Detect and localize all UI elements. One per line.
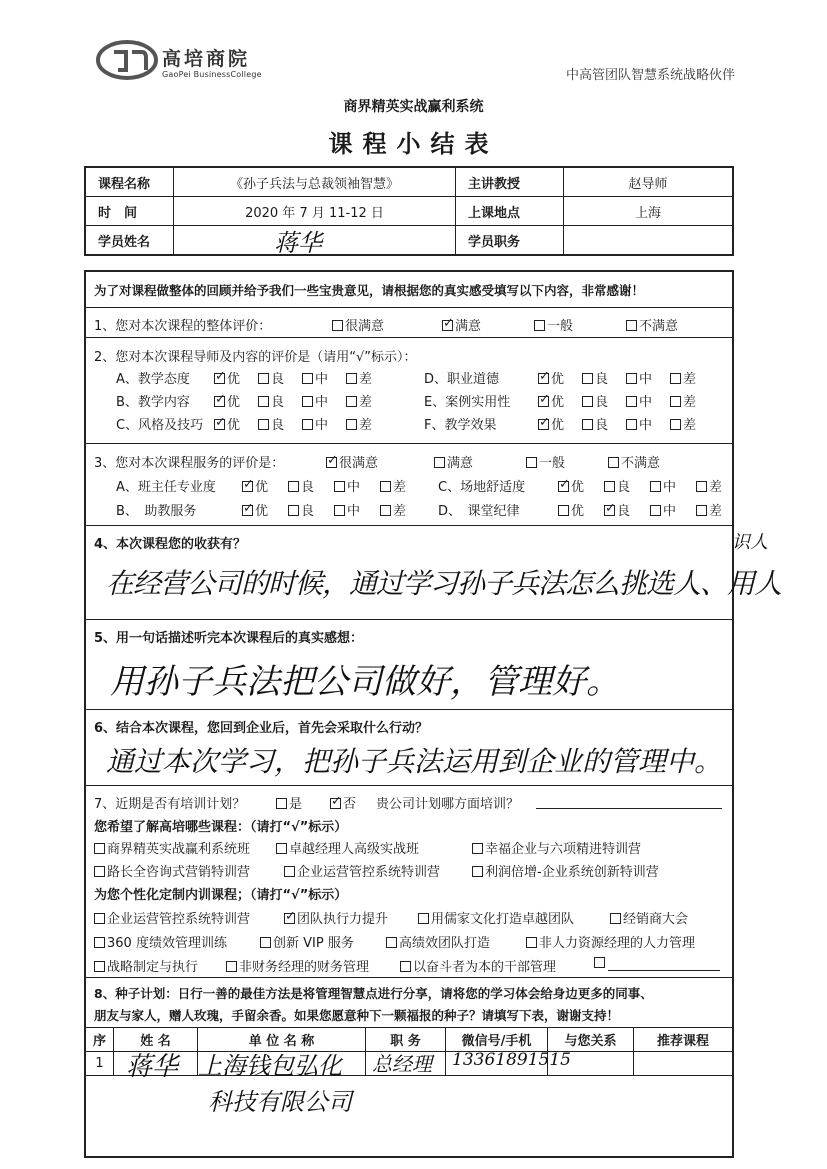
option-label: 差 (683, 395, 697, 410)
option-label: 幸福企业与六项精进特训营 (485, 842, 642, 857)
q2-grade-option[interactable] (626, 414, 652, 433)
q2-grade-option[interactable] (670, 391, 696, 410)
option-label: 良 (595, 372, 609, 387)
checkbox-icon (626, 396, 637, 407)
q7-custom-label: 为您个性化定制内训课程；（请打“√”标示） (94, 888, 348, 903)
form-title: 课程小结表 (328, 130, 499, 158)
q1-section (86, 308, 732, 338)
checkbox-icon (386, 937, 397, 948)
checkbox-icon (332, 320, 343, 331)
q4-margin-note: 识人 (732, 532, 768, 553)
q3-section (86, 444, 732, 526)
q2-grade-option[interactable] (214, 368, 240, 387)
student-name-handwriting: 蒋华 (274, 228, 322, 257)
checked-checkbox-icon (214, 419, 225, 430)
option-label: 非人力资源经理的人力管理 (539, 936, 696, 951)
q2-criterion-label: B、教学内容 (116, 395, 190, 410)
position-value[interactable] (564, 226, 732, 254)
checkbox-icon (334, 505, 345, 516)
checkbox-icon (582, 419, 593, 430)
option-label: 商界精英实战赢利系统班 (107, 842, 251, 857)
option-label: 优 (227, 395, 241, 410)
q2-grade-option[interactable] (346, 391, 372, 410)
q3-grade-option[interactable] (334, 476, 360, 495)
col-header-course: 推荐课程 (656, 1034, 709, 1049)
q3-criterion-label: D、 课堂纪律 (438, 504, 520, 519)
q8-label-line1: 8、种子计划：日行一善的最佳方法是将管理智慧点进行分享，请将您的学习体会给身边更多的同事、 (94, 986, 653, 1001)
option-label: 中 (347, 480, 361, 495)
q8-label-line2: 朋友与家人，赠人玫瑰，手留余香。如果您愿意种下一颗福报的种子？请填写下表，谢谢支持！ (94, 1008, 620, 1023)
q2-grade-option[interactable] (538, 391, 564, 410)
q1-label: 1、您对本次课程的整体评价： (94, 319, 272, 334)
checkbox-icon (608, 457, 619, 468)
option-label: 优 (571, 504, 585, 519)
checked-checkbox-icon (558, 481, 569, 492)
option-label: 中 (315, 395, 329, 410)
checkbox-icon (670, 373, 681, 384)
row-phone-handwriting: 13361891515 (452, 1050, 571, 1070)
custom-course-option[interactable] (94, 932, 227, 951)
place-label: 上课地点 (456, 197, 564, 226)
q2-grade-option[interactable] (670, 414, 696, 433)
checkbox-icon (696, 505, 707, 516)
option-label: 中 (315, 418, 329, 433)
q2-criterion-label: A、教学态度 (116, 372, 190, 387)
option-label: 差 (683, 372, 697, 387)
option-label: 中 (315, 372, 329, 387)
q1-option-label: 很满意 (345, 319, 385, 334)
q5-answer[interactable]: 用孙子兵法把公司做好，管理好。 (110, 662, 620, 702)
time-label: 时 间 (86, 197, 174, 226)
q3-criterion-label: A、班主任专业度 (116, 480, 216, 495)
row-company-handwriting-line1: 上海钱包弘化 (198, 1052, 342, 1080)
custom-course-option[interactable] (386, 932, 490, 951)
option-label: 差 (393, 504, 407, 519)
checkbox-icon (258, 396, 269, 407)
checkbox-icon (284, 866, 295, 877)
option-label: 优 (551, 418, 565, 433)
checkbox-icon (94, 937, 105, 948)
q3-criterion-label: C、场地舒适度 (438, 480, 526, 495)
q1-option-average[interactable] (534, 315, 573, 334)
q2-grade-option[interactable] (346, 368, 372, 387)
col-header-relation: 与您关系 (548, 1028, 634, 1051)
checked-checkbox-icon (242, 481, 253, 492)
option-label: 差 (359, 395, 373, 410)
custom-course-option[interactable] (610, 908, 688, 927)
q3-grade-option[interactable] (604, 500, 630, 519)
checkbox-icon (526, 937, 537, 948)
option-label: 企业运营管控系统特训营 (107, 912, 251, 927)
checkbox-icon (582, 373, 593, 384)
option-label: 良 (271, 418, 285, 433)
q3-option-label: 不满意 (621, 456, 661, 471)
custom-course-option[interactable] (418, 908, 574, 927)
info-table (84, 166, 734, 256)
checkbox-icon (334, 481, 345, 492)
checkbox-icon (380, 505, 391, 516)
checked-checkbox-icon (538, 373, 549, 384)
position-label: 学员职务 (456, 226, 564, 254)
q2-grade-option[interactable] (258, 368, 284, 387)
teacher-value[interactable]: 赵导师 (564, 168, 732, 197)
option-label: 利润倍增-企业系统创新特训营 (485, 865, 659, 880)
option-label: 中 (663, 480, 677, 495)
q4-label: 4、本次课程您的收获有？ (94, 537, 247, 552)
option-label: 良 (595, 418, 609, 433)
q3-grade-option[interactable] (604, 476, 630, 495)
custom-course-option[interactable] (400, 956, 556, 975)
q1-option-label: 一般 (547, 319, 574, 334)
q2-grade-option[interactable] (302, 414, 328, 433)
checked-checkbox-icon (330, 798, 341, 809)
course-option[interactable] (276, 838, 419, 857)
option-label: 用儒家文化打造卓越团队 (431, 912, 575, 927)
option-label: 优 (551, 395, 565, 410)
option-label: 良 (595, 395, 609, 410)
option-label: 中 (347, 504, 361, 519)
checkbox-icon (434, 457, 445, 468)
checkbox-icon (302, 373, 313, 384)
option-label: 非财务经理的财务管理 (239, 960, 370, 975)
time-value[interactable]: 2020 年 7 月 11-12 日 (174, 197, 456, 226)
checkbox-icon (302, 419, 313, 430)
course-option[interactable] (94, 861, 250, 880)
checkbox-icon (626, 419, 637, 430)
col-header-position: 职 务 (366, 1028, 446, 1051)
checkbox-icon (534, 320, 545, 331)
checked-checkbox-icon (442, 320, 453, 331)
col-header-no: 序 (86, 1028, 114, 1051)
option-label: 中 (663, 504, 677, 519)
checked-checkbox-icon (214, 373, 225, 384)
option-label: 差 (359, 418, 373, 433)
system-name: 商界精英实战赢利系统 (343, 99, 484, 115)
q2-grade-option[interactable] (538, 414, 564, 433)
logo-title: 高培商院 (162, 48, 251, 70)
q3-option-label: 一般 (539, 456, 566, 471)
checkbox-icon (226, 961, 237, 972)
row-company-handwriting-line2: 科技有限公司 (208, 1088, 352, 1116)
q2-grade-option[interactable] (302, 368, 328, 387)
checkbox-icon (258, 419, 269, 430)
course-option[interactable] (472, 838, 641, 857)
q1-option-unsatisfied[interactable] (626, 315, 678, 334)
intro-text: 为了对课程做整体的回顾并给予我们一些宝贵意见，请根据您的真实感受填写以下内容，非常感谢！ (94, 283, 645, 298)
q4-answer[interactable]: 在经营公司的时候，通过学习孙子兵法怎么挑选人、用人 (106, 567, 782, 600)
q7-learn-label: 您希望了解高培哪些课程：（请打“√”标示） (94, 820, 348, 835)
q7-plan-field[interactable] (536, 808, 722, 809)
checkbox-icon (94, 913, 105, 924)
q2-grade-option[interactable] (214, 414, 240, 433)
checkbox-icon (670, 396, 681, 407)
q2-grade-option[interactable] (626, 368, 652, 387)
q2-grade-option[interactable] (258, 414, 284, 433)
option-label: 差 (709, 504, 723, 519)
q3-option-very-satisfied[interactable] (326, 452, 378, 471)
student-name-label: 学员姓名 (86, 226, 174, 254)
option-label: 经销商大会 (623, 912, 689, 927)
q3-grade-option[interactable] (696, 500, 722, 519)
option-label: 路长全咨询式营销特训营 (107, 865, 251, 880)
q3-option-unsatisfied[interactable] (608, 452, 660, 471)
q3-grade-option[interactable] (288, 476, 314, 495)
checkbox-icon (594, 957, 605, 968)
checkbox-icon (696, 481, 707, 492)
checkbox-icon (276, 843, 287, 854)
col-header-name: 姓 名 (114, 1028, 198, 1051)
option-label: 差 (359, 372, 373, 387)
option-label: 战略制定与执行 (107, 960, 199, 975)
q3-grade-option[interactable] (380, 476, 406, 495)
checkbox-icon (650, 505, 661, 516)
checkbox-icon (94, 961, 105, 972)
option-label: 良 (617, 504, 631, 519)
checkbox-icon (604, 481, 615, 492)
option-label: 中 (639, 395, 653, 410)
checkbox-icon (670, 419, 681, 430)
option-label: 360 度绩效管理训练 (107, 936, 227, 951)
option-label: 优 (571, 480, 585, 495)
q2-grade-option[interactable] (258, 391, 284, 410)
logo-icon (96, 40, 158, 80)
course-name-value[interactable]: 《孙子兵法与总裁领袖智慧》 (174, 168, 456, 197)
option-label: 差 (683, 418, 697, 433)
option-label: 优 (227, 372, 241, 387)
course-option[interactable] (284, 861, 440, 880)
custom-course-option[interactable] (284, 908, 388, 927)
header-tagline: 中高管团队智慧系统战略伙伴 (565, 68, 735, 83)
checked-checkbox-icon (604, 505, 615, 516)
checkbox-icon (302, 396, 313, 407)
q3-grade-option[interactable] (558, 500, 584, 519)
q2-grade-option[interactable] (582, 391, 608, 410)
checkbox-icon (276, 798, 287, 809)
option-label: 中 (639, 372, 653, 387)
checkbox-icon (650, 481, 661, 492)
q8-section (86, 978, 732, 1028)
row-position-handwriting: 总经理 (372, 1052, 432, 1076)
q7-option-yes[interactable] (276, 793, 302, 812)
checkbox-icon (626, 320, 637, 331)
checked-checkbox-icon (326, 457, 337, 468)
checkbox-icon (472, 843, 483, 854)
q3-option-average[interactable] (526, 452, 565, 471)
checkbox-icon (258, 373, 269, 384)
checked-checkbox-icon (284, 913, 295, 924)
q7-no-label: 否 (343, 797, 357, 812)
checkbox-icon (558, 505, 569, 516)
q2-criterion-label: D、职业道德 (424, 372, 500, 387)
row-course-cell[interactable] (634, 1052, 732, 1076)
option-label: 良 (301, 504, 315, 519)
q3-label: 3、您对本次课程服务的评价是： (94, 456, 285, 471)
q7-section (86, 786, 732, 978)
option-label: 以奋斗者为本的干部管理 (413, 960, 557, 975)
checkbox-icon (400, 961, 411, 972)
option-label: 中 (639, 418, 653, 433)
q2-grade-option[interactable] (582, 414, 608, 433)
q3-grade-option[interactable] (242, 476, 268, 495)
q3-grade-option[interactable] (242, 500, 268, 519)
q1-option-label: 不满意 (639, 319, 679, 334)
checked-checkbox-icon (242, 505, 253, 516)
q2-section (86, 338, 732, 444)
q3-option-label: 满意 (447, 456, 474, 471)
q3-grade-option[interactable] (288, 500, 314, 519)
checkbox-icon (526, 457, 537, 468)
q7-plan-label: 贵公司计划哪方面培训？ (376, 797, 520, 812)
q3-option-satisfied[interactable] (434, 452, 473, 471)
q6-label: 6、结合本次课程，您回到企业后，首先会采取什么行动？ (94, 721, 429, 736)
q2-grade-option[interactable] (346, 414, 372, 433)
option-label: 优 (227, 418, 241, 433)
option-label: 高绩效团队打造 (399, 936, 491, 951)
option-label: 差 (709, 480, 723, 495)
q2-criterion-label: F、教学效果 (424, 418, 497, 433)
q7-label: 7、近期是否有培训计划？ (94, 797, 246, 812)
q3-criterion-label: B、 助教服务 (116, 504, 197, 519)
intro-section (86, 272, 732, 308)
option-label: 良 (271, 395, 285, 410)
q5-label: 5、用一句话描述听完本次课程后的真实感想： (94, 631, 364, 646)
q6-answer[interactable]: 通过本次学习，把孙子兵法运用到企业的管理中。 (106, 745, 723, 778)
q3-grade-option[interactable] (558, 476, 584, 495)
option-label: 良 (271, 372, 285, 387)
q2-grade-option[interactable] (670, 368, 696, 387)
checkbox-icon (288, 505, 299, 516)
q7-option-no[interactable] (330, 793, 356, 812)
course-name-label: 课程名称 (86, 168, 174, 197)
option-label: 优 (551, 372, 565, 387)
q1-option-very-satisfied[interactable] (332, 315, 384, 334)
q2-criterion-label: E、案例实用性 (424, 395, 511, 410)
checkbox-icon (380, 481, 391, 492)
checkbox-icon (260, 937, 271, 948)
checkbox-icon (472, 866, 483, 877)
custom-course-option[interactable] (94, 956, 198, 975)
checkbox-icon (418, 913, 429, 924)
option-label: 良 (617, 480, 631, 495)
checkbox-icon (610, 913, 621, 924)
checkbox-icon (288, 481, 299, 492)
q3-option-label: 很满意 (339, 456, 379, 471)
custom-course-option[interactable] (260, 932, 354, 951)
place-value[interactable]: 上海 (564, 197, 732, 226)
row-name-handwriting: 蒋华 (126, 1052, 179, 1082)
checkbox-icon (346, 373, 357, 384)
q3-grade-option[interactable] (380, 500, 406, 519)
course-option[interactable] (472, 861, 659, 880)
custom-course-option[interactable] (594, 956, 607, 971)
checkbox-icon (582, 396, 593, 407)
custom-course-option[interactable] (526, 932, 695, 951)
option-label: 企业运营管控系统特训营 (297, 865, 441, 880)
option-label: 优 (255, 480, 269, 495)
q2-grade-option[interactable] (582, 368, 608, 387)
q5-section (86, 620, 732, 710)
checkbox-icon (94, 843, 105, 854)
option-label: 创新 VIP 服务 (273, 936, 354, 951)
checked-checkbox-icon (538, 396, 549, 407)
checked-checkbox-icon (214, 396, 225, 407)
teacher-label: 主讲教授 (456, 168, 564, 197)
q1-option-label: 满意 (455, 319, 482, 334)
option-label: 差 (393, 480, 407, 495)
checkbox-icon (626, 373, 637, 384)
q3-grade-option[interactable] (650, 500, 676, 519)
referral-table-row (86, 1052, 732, 1156)
q2-criterion-label: C、风格及技巧 (116, 418, 204, 433)
option-label: 团队执行力提升 (297, 912, 389, 927)
checkbox-icon (94, 866, 105, 877)
col-header-company: 单 位 名 称 (198, 1028, 366, 1051)
q1-option-satisfied[interactable] (442, 315, 481, 334)
custom-course-option[interactable] (226, 956, 369, 975)
q7-yes-label: 是 (289, 797, 303, 812)
option-label: 良 (301, 480, 315, 495)
q3-grade-option[interactable] (650, 476, 676, 495)
checkbox-icon (346, 396, 357, 407)
q6-section (86, 710, 732, 786)
option-label: 优 (255, 504, 269, 519)
checked-checkbox-icon (538, 419, 549, 430)
logo-subtitle: GaoPei BusinessCollege (162, 70, 262, 79)
q2-label: 2、您对本次课程导师及内容的评价是（请用“√”标示）： (94, 350, 417, 365)
option-label: 卓越经理人高级实战班 (289, 842, 420, 857)
custom-course-option[interactable] (94, 908, 250, 927)
custom-course-other-field[interactable] (608, 970, 720, 971)
course-option[interactable] (94, 838, 250, 857)
student-name-value[interactable] (174, 226, 456, 257)
q2-grade-option[interactable] (626, 391, 652, 410)
row-no: 1 (86, 1052, 114, 1076)
q3-grade-option[interactable] (696, 476, 722, 495)
q2-grade-option[interactable] (538, 368, 564, 387)
q3-grade-option[interactable] (334, 500, 360, 519)
col-header-phone: 微信号/手机 (446, 1028, 548, 1051)
checkbox-icon (346, 419, 357, 430)
q2-grade-option[interactable] (214, 391, 240, 410)
q2-grade-option[interactable] (302, 391, 328, 410)
